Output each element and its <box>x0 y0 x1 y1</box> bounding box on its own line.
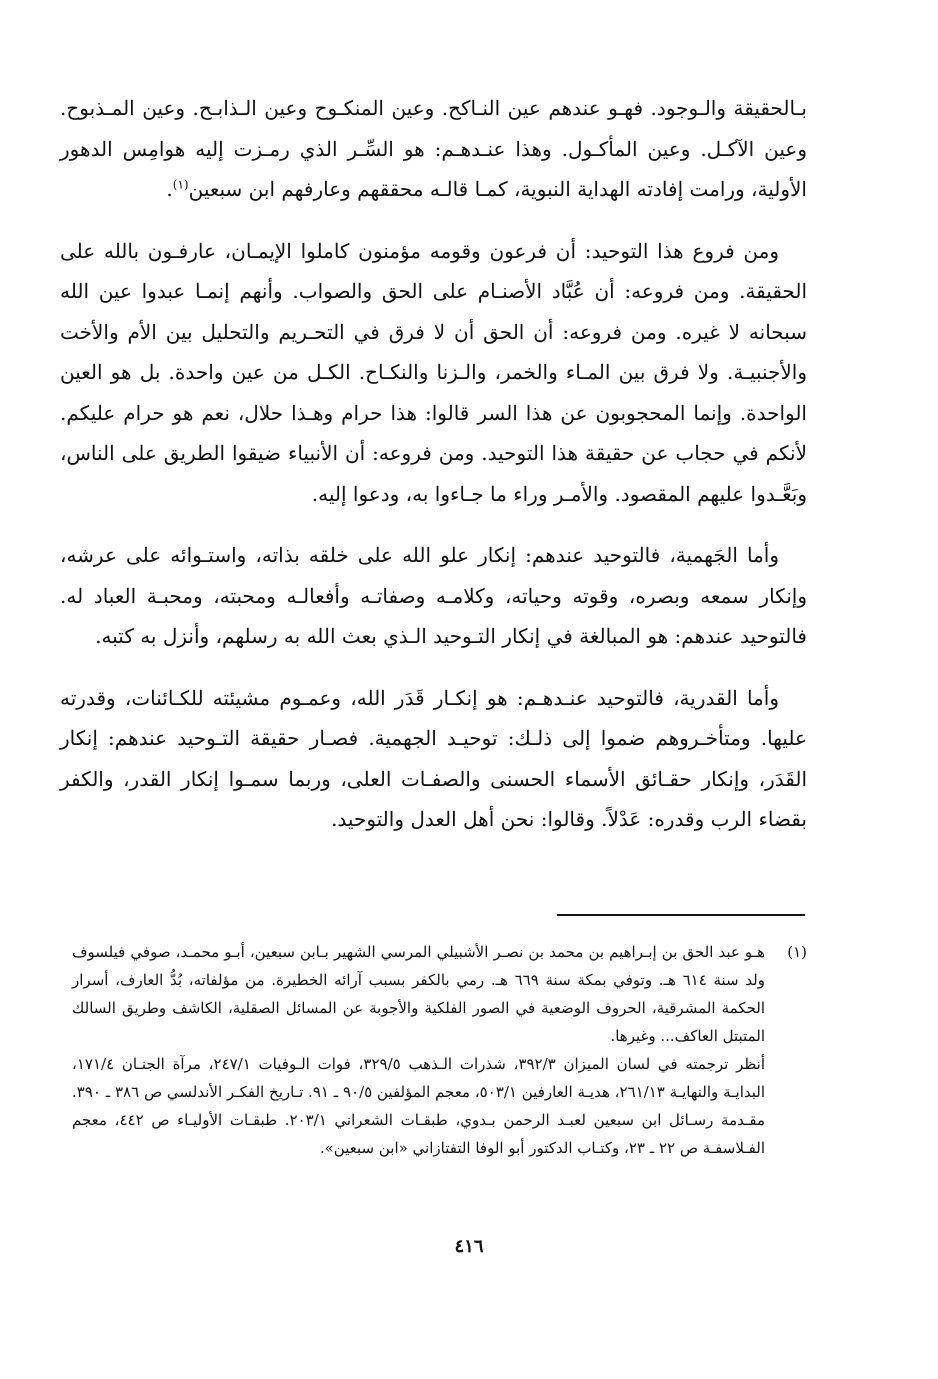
paragraph-1-text: بـالحقيقة والـوجود. فهـو عندهم عين النـاكح. وعين المنكـوح وعين الـذابـح. وعين المـذبوح. وعين الآكـل. وعين المأكـول. وهذا عنـدهـم: هو السِّـر الذي رمـزت إليه هوامِس الدهور الأولية، ورامت إفادته الهداية النبوية، كمـا قالـه محققهم وعارفهم ابن سبعين <box>60 96 807 201</box>
footnote-biography: هـو عبد الحق بن إبـراهيم بن محمد بن نصـر الأشبيلي المرسي الشهير بـابن سبعين، أبـو محمـد، صوفي فيلسوف ولد سنة ٦١٤ هـ. وتوفي بمكة سنة ٦٦٩ هـ. رمي بالكفر بسبب آرائه الخطيرة. من مؤلفاته، بُدُّ العارف، أسرار الحكمة المشرقية، الحروف الوضعية في الصور الفلكية والأجوبة عن المسائل الصقلية، الكاشف وطريق السالك المتبتل العاكف... وغيرها. <box>72 943 766 1045</box>
paragraph-4: وأما القدرية، فالتوحيد عنـدهـم: هو إنكـار قَدَر الله، وعمـوم مشيئته للكـائنات، وقدرته عليها. ومتأخـروهم ضموا إلى ذلـك: توحيـد الجهمية. فصـار حقيقة التـوحيد عندهم: إنكار القَدَر، وإنكار حقـائق الأسماء الحسنى والصفـات العلى، وربما سمـوا إنكار القدر، والكفر بقضاء الرب وقدره: عَدْلاً. وقالوا: نحن أهل العدل والتوحيد. <box>60 685 807 831</box>
paragraph-3: وأما الجَهمية، فالتوحيد عندهم: إنكار علو الله على خلقه بذاته، واستـوائه على عرشه، وإنكار سمعه وبصره، وقوته وحياته، وكلامـه وصفاتـه وأفعالـه ومحبته، ومحبـة العباد له. فالتوحيد عندهم: هو المبالغة في إنكار التـوحيد الـذي بعث الله به رسلهم، وأنزل به كتبه. <box>60 543 807 648</box>
paragraph-1-end: . <box>166 177 173 201</box>
footnote-body <box>72 938 765 1162</box>
footnotes <box>72 938 807 1162</box>
footnote-references: أنظر ترجمته في لسان الميزان ٣٩٢/٣، شذرات الـذهب ٣٢٩/٥، فوات الـوفيات ٢٤٧/١، مرآة الجنـان ١٧١/٤، البدايـة والنهايـة ٢٦١/١٣، هديـة العارفين ٥٠٣/١، معجم المؤلفين ٩٠/٥ ـ ٩١. تـاريخ الفكـر الأندلسي ص ٣٨٦ ـ ٣٩٠. مقـدمة رسـائل ابن سبعين لعبـد الرحمن بـدوي، طبقـات الشعراني ٢٠٣/١. طبقـات الأوليـاء ص ٤٤٢، معجم الفـلاسفـة ص ٢٢ ـ ٢٣، وكتـاب الدكتور أبو الوفا التفتازاني «ابن سبعين». <box>72 1055 766 1157</box>
footnote-number: (١) <box>787 943 807 961</box>
paragraph-1 <box>60 88 807 210</box>
main-text <box>60 88 807 861</box>
footnote-separator <box>557 914 805 916</box>
page-number: ٤١٦ <box>454 1236 484 1257</box>
footnote-1 <box>72 938 807 1162</box>
paragraph-2: ومن فروع هذا التوحيد: أن فرعون وقومه مؤمنون كاملوا الإيمـان، عارفـون بالله على الحقيقة. ومن فروعه: أن عُبَّاد الأصنـام على الحق والصواب. وأنهم إنمـا عبدوا عين الله سبحانه لا غيره. ومن فروعه: أن الحق أن لا فرق في التحـريم والتحليل بين الأم والأخت والأجنبيـة. ولا فرق بين المـاء والخمر، والـزنا والنكـاح. الكـل من عين واحدة. بل هو العين الواحدة. وإنما المحجوبون عن هذا السر قالوا: هذا حرام وهـذا حلال، نعم هو حرام عليكم. لأنكم في حجاب عن حقيقة هذا التوحيد. ومن فروعه: أن الأنبياء ضيقوا الطريق على الناس، وبَعَّـدوا عليهم المقصود. والأمـر وراء ما جـاءوا به، ودعوا إليه. <box>60 238 807 506</box>
footnote-reference: (١) <box>172 177 189 192</box>
